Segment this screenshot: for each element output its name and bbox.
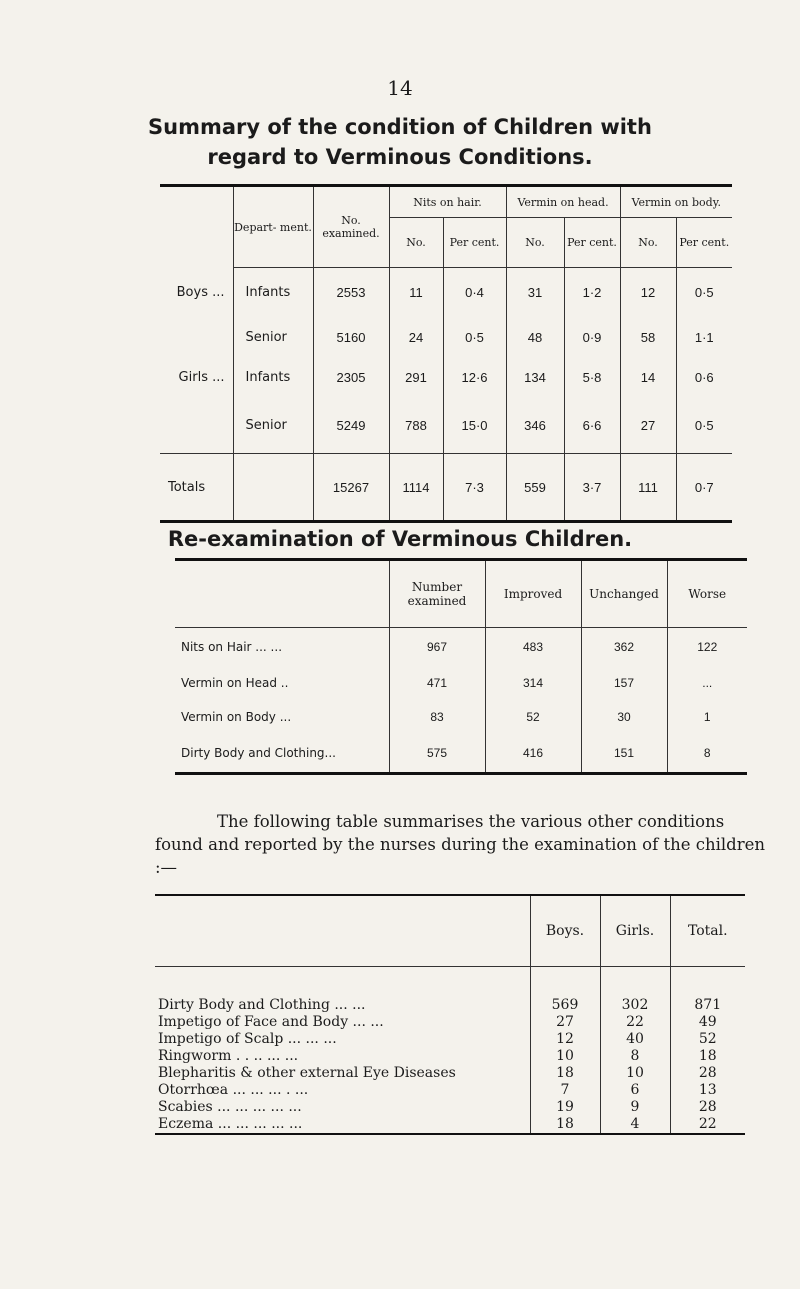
- header-blank: [155, 895, 530, 967]
- row-head-no: 48: [506, 318, 564, 358]
- header-vermin-head: Vermin on head.: [506, 186, 620, 218]
- row-label: Dirty Body and Clothing ... ...: [158, 997, 366, 1013]
- table-row: [175, 734, 747, 774]
- header-head-pc: Per cent.: [564, 218, 620, 268]
- page-number: 14: [387, 76, 413, 100]
- row-label: Nits on Hair ... ...: [181, 639, 283, 654]
- totals-nits-no: 1114: [389, 454, 443, 522]
- totals-examined: 15267: [313, 454, 389, 522]
- totals-dept: [233, 454, 313, 522]
- row-girls: 9: [600, 1099, 670, 1116]
- row-girls: 302: [600, 997, 670, 1014]
- row-nits-no: 24: [389, 318, 443, 358]
- row-body-pc: 1·1: [676, 318, 732, 358]
- table-row: [155, 997, 745, 1014]
- row-total: 49: [670, 1014, 745, 1031]
- row-boys: 18: [530, 1116, 600, 1134]
- row-unchanged: 157: [581, 666, 667, 700]
- row-group: [160, 398, 233, 454]
- row-body-pc: 0·5: [676, 268, 732, 318]
- row-label: Scabies ... ... ... ... ...: [158, 1099, 302, 1115]
- row-boys: 27: [530, 1014, 600, 1031]
- header-nits: Nits on hair.: [389, 186, 506, 218]
- row-group: Boys ...: [176, 285, 225, 300]
- header-vermin-body: Vermin on body.: [620, 186, 732, 218]
- other-conditions-table: [155, 894, 745, 1135]
- summary-title-line2: regard to Verminous Conditions.: [207, 145, 593, 169]
- row-total: 28: [670, 1065, 745, 1082]
- row-worse: ...: [667, 666, 747, 700]
- row-girls: 4: [600, 1116, 670, 1134]
- row-body-no: 27: [620, 398, 676, 454]
- row-label: Otorrhœa ... ... ... . ...: [158, 1082, 309, 1098]
- table-row: [160, 318, 732, 358]
- row-label: Impetigo of Face and Body ... ...: [158, 1014, 384, 1030]
- row-head-no: 346: [506, 398, 564, 454]
- table-row: [175, 700, 747, 734]
- row-worse: 122: [667, 628, 747, 666]
- row-examined: 967: [389, 628, 485, 666]
- table-row: [155, 1048, 745, 1065]
- row-boys: 569: [530, 997, 600, 1014]
- row-label: Vermin on Head ..: [181, 675, 289, 690]
- row-girls: 22: [600, 1014, 670, 1031]
- header-number-examined: Number examined: [389, 560, 485, 628]
- row-improved: 483: [485, 628, 581, 666]
- row-unchanged: 30: [581, 700, 667, 734]
- reexamination-table: [175, 558, 747, 775]
- row-dept: Infants: [233, 268, 313, 318]
- totals-body-pc: 0·7: [676, 454, 732, 522]
- row-improved: 52: [485, 700, 581, 734]
- row-label: Vermin on Body ...: [181, 709, 292, 724]
- summary-title: [0, 112, 800, 172]
- row-nits-pc: 0·4: [443, 268, 506, 318]
- row-boys: 10: [530, 1048, 600, 1065]
- totals-head-no: 559: [506, 454, 564, 522]
- row-dept: Infants: [233, 358, 313, 398]
- row-label: Eczema ... ... ... ... ...: [158, 1116, 303, 1132]
- row-girls: 6: [600, 1082, 670, 1099]
- row-total: 871: [670, 997, 745, 1014]
- row-boys: 18: [530, 1065, 600, 1082]
- header-blank: [160, 186, 233, 268]
- row-examined: 2553: [313, 268, 389, 318]
- row-girls: 8: [600, 1048, 670, 1065]
- row-nits-no: 788: [389, 398, 443, 454]
- table-row: [155, 1099, 745, 1116]
- totals-nits-pc: 7·3: [443, 454, 506, 522]
- row-examined: 83: [389, 700, 485, 734]
- row-label: Ringworm . . .. ... ...: [158, 1048, 299, 1064]
- row-unchanged: 362: [581, 628, 667, 666]
- header-worse: Worse: [667, 560, 747, 628]
- table-row: [155, 1082, 745, 1099]
- row-nits-pc: 12·6: [443, 358, 506, 398]
- row-improved: 314: [485, 666, 581, 700]
- row-body-pc: 0·5: [676, 398, 732, 454]
- header-nits-pc: Per cent.: [443, 218, 506, 268]
- verminous-summary-table: [160, 184, 732, 523]
- row-group: Girls ...: [178, 370, 225, 385]
- row-unchanged: 151: [581, 734, 667, 774]
- row-total: 18: [670, 1048, 745, 1065]
- row-nits-pc: 15·0: [443, 398, 506, 454]
- row-body-pc: 0·6: [676, 358, 732, 398]
- row-label: Impetigo of Scalp ... ... ...: [158, 1031, 337, 1047]
- row-head-pc: 6·6: [564, 398, 620, 454]
- row-dept: Senior: [233, 398, 313, 454]
- table-row: [155, 1116, 745, 1134]
- header-girls: Girls.: [600, 895, 670, 967]
- row-head-pc: 1·2: [564, 268, 620, 318]
- header-boys: Boys.: [530, 895, 600, 967]
- header-total: Total.: [670, 895, 745, 967]
- table-row: [155, 1065, 745, 1082]
- table-row: [160, 358, 732, 398]
- row-girls: 40: [600, 1031, 670, 1048]
- header-body-pc: Per cent.: [676, 218, 732, 268]
- totals-row: [160, 454, 732, 522]
- table-row: [160, 398, 732, 454]
- row-label: Dirty Body and Clothing...: [181, 745, 336, 760]
- row-improved: 416: [485, 734, 581, 774]
- row-examined: 575: [389, 734, 485, 774]
- row-head-pc: 0·9: [564, 318, 620, 358]
- row-head-pc: 5·8: [564, 358, 620, 398]
- row-worse: 8: [667, 734, 747, 774]
- totals-body-no: 111: [620, 454, 676, 522]
- header-department: Depart- ment.: [233, 186, 313, 268]
- row-head-no: 134: [506, 358, 564, 398]
- row-total: 13: [670, 1082, 745, 1099]
- table-row: [175, 628, 747, 666]
- header-improved: Improved: [485, 560, 581, 628]
- row-body-no: 58: [620, 318, 676, 358]
- totals-label: Totals: [168, 479, 206, 495]
- totals-head-pc: 3·7: [564, 454, 620, 522]
- row-total: 28: [670, 1099, 745, 1116]
- row-boys: 7: [530, 1082, 600, 1099]
- intro-paragraph: The following table summarises the various other conditions found and reported by the nurses during the examination of the children :—: [155, 812, 765, 877]
- row-label: Blepharitis & other external Eye Diseases: [158, 1065, 456, 1081]
- header-head-no: No.: [506, 218, 564, 268]
- row-nits-no: 11: [389, 268, 443, 318]
- row-examined: 471: [389, 666, 485, 700]
- header-nits-no: No.: [389, 218, 443, 268]
- summary-title-line1: Summary of the condition of Children with: [148, 115, 652, 139]
- row-nits-no: 291: [389, 358, 443, 398]
- table-row: [155, 1031, 745, 1048]
- table-row: [175, 666, 747, 700]
- row-examined: 5160: [313, 318, 389, 358]
- row-boys: 12: [530, 1031, 600, 1048]
- row-body-no: 12: [620, 268, 676, 318]
- header-blank: [175, 560, 389, 628]
- row-body-no: 14: [620, 358, 676, 398]
- header-body-no: No.: [620, 218, 676, 268]
- header-no-examined: No. examined.: [313, 186, 389, 268]
- row-head-no: 31: [506, 268, 564, 318]
- row-nits-pc: 0·5: [443, 318, 506, 358]
- row-examined: 5249: [313, 398, 389, 454]
- row-total: 52: [670, 1031, 745, 1048]
- row-total: 22: [670, 1116, 745, 1134]
- table-row: [155, 1014, 745, 1031]
- row-worse: 1: [667, 700, 747, 734]
- row-boys: 19: [530, 1099, 600, 1116]
- row-group: [160, 318, 233, 358]
- row-girls: 10: [600, 1065, 670, 1082]
- reexam-title: Re-examination of Verminous Children.: [167, 527, 633, 551]
- header-unchanged: Unchanged: [581, 560, 667, 628]
- table-row: [160, 268, 732, 318]
- row-dept: Senior: [233, 318, 313, 358]
- row-examined: 2305: [313, 358, 389, 398]
